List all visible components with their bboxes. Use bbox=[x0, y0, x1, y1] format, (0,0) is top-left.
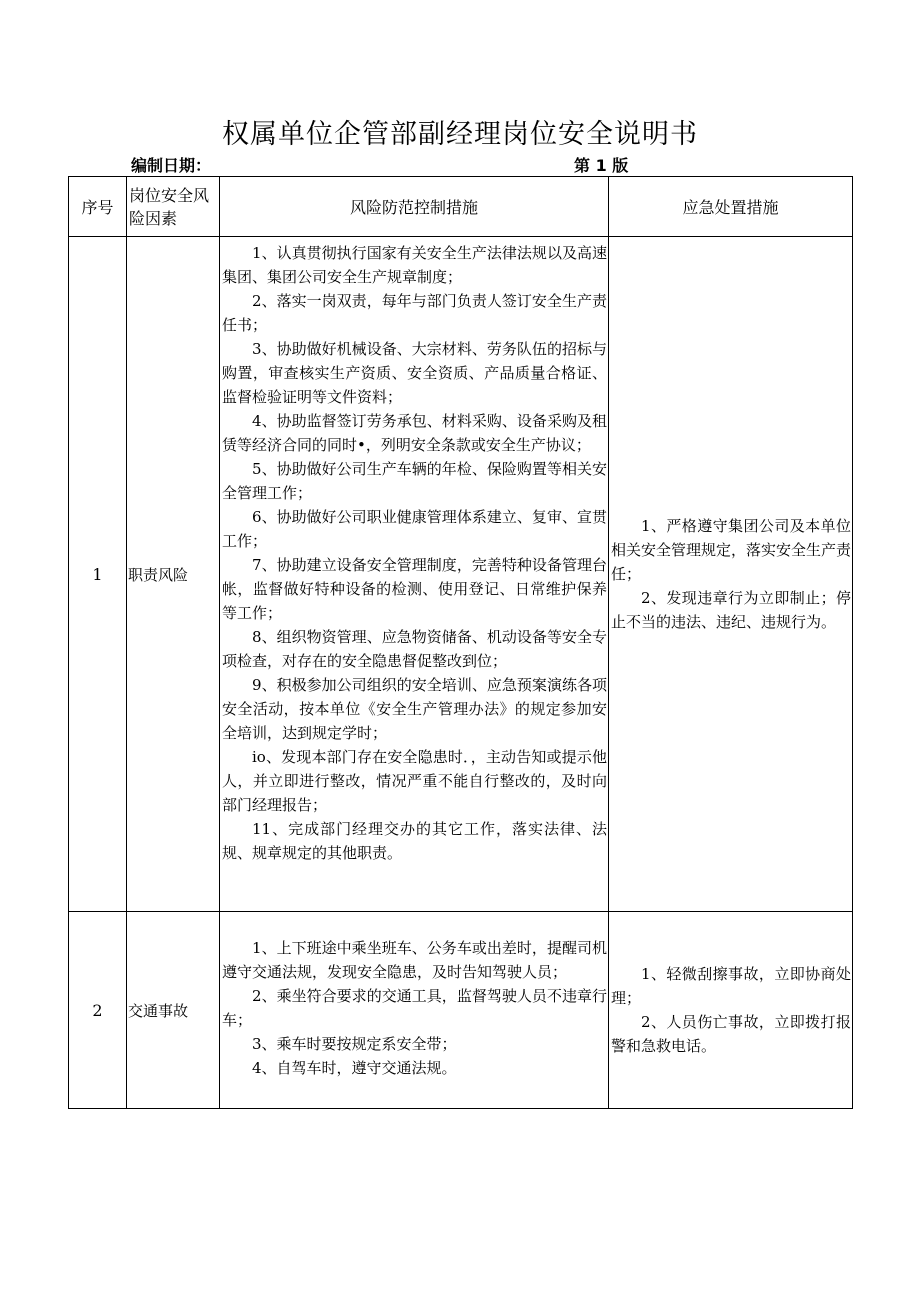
header-no: 序号 bbox=[69, 177, 127, 237]
measure-item: 2、落实一岗双责，每年与部门负责人签订安全生产责任书； bbox=[222, 292, 607, 334]
table-row bbox=[69, 912, 853, 1109]
measure-item: 1、认真贯彻执行国家有关安全生产法律法规以及高速集团、集团公司安全生产规章制度； bbox=[222, 244, 607, 286]
measure-item: 11、完成部门经理交办的其它工作，落实法律、法规、规章规定的其他职责。 bbox=[222, 820, 607, 862]
header-emergency-measures: 应急处置措施 bbox=[609, 177, 853, 237]
row-number: 1 bbox=[69, 237, 127, 912]
header-risk-factor: 岗位安全风险因素 bbox=[127, 177, 220, 237]
control-measures-cell bbox=[220, 237, 609, 912]
measure-item: 4、协助监督签订劳务承包、材料采购、设备采购及租赁等经济合同的同时•，列明安全条款或安全生产协议； bbox=[222, 412, 607, 454]
risk-factor: 交通事故 bbox=[127, 912, 220, 1109]
measure-item: io、发现本部门存在安全隐患时．，主动告知或提示他人，并立即进行整改，情况严重不能自行整改的，及时向部门经理报告； bbox=[222, 748, 607, 814]
table-row bbox=[69, 237, 853, 912]
table-header-row bbox=[69, 177, 853, 237]
emergency-item: 1、严格遵守集团公司及本单位相关安全管理规定，落实安全生产责任； bbox=[611, 517, 852, 583]
measure-item: 3、乘车时要按规定系安全带； bbox=[252, 1035, 457, 1053]
measure-item: 2、乘坐符合要求的交通工具，监督驾驶人员不违章行车； bbox=[222, 987, 607, 1029]
emergency-measures-cell bbox=[609, 912, 853, 1109]
compile-date-label: 编制日期： bbox=[131, 156, 212, 175]
emergency-measures-cell bbox=[609, 237, 853, 912]
emergency-item: 1、轻微刮擦事故，立即协商处理； bbox=[611, 965, 851, 1007]
measure-item: 5、协助做好公司生产车辆的年检、保险购置等相关安全管理工作； bbox=[222, 460, 607, 502]
risk-factor: 职责风险 bbox=[127, 237, 220, 912]
measure-item: 9、积极参加公司组织的安全培训、应急预案演练各项安全活动，按本单位《安全生产管理办法》的规定参加安全培训，达到规定学时； bbox=[222, 676, 607, 742]
control-measures-cell bbox=[220, 912, 609, 1109]
control-measures-list bbox=[222, 241, 607, 865]
control-measures-list bbox=[222, 936, 607, 1080]
emergency-measures-list bbox=[611, 514, 851, 634]
row-number: 2 bbox=[69, 912, 127, 1109]
measure-item: 1、上下班途中乘坐班车、公务车或出差时，提醒司机遵守交通法规，发现安全隐患，及时告知驾驶人员； bbox=[222, 939, 607, 981]
measure-item: 4、自驾车时，遵守交通法规。 bbox=[252, 1059, 457, 1077]
header-control-measures: 风险防范控制措施 bbox=[220, 177, 609, 237]
measure-item: 7、协助建立设备安全管理制度，完善特种设备管理台帐，监督做好特种设备的检测、使用登记、日常维护保养等工作； bbox=[222, 556, 607, 622]
emergency-item: 2、发现违章行为立即制止；停止不当的违法、违纪、违规行为。 bbox=[611, 589, 851, 631]
edition-label: 第 1 版 bbox=[574, 156, 629, 175]
document-title: 权属单位企管部副经理岗位安全说明书 bbox=[222, 119, 698, 150]
measure-item: 6、协助做好公司职业健康管理体系建立、复审、宣贯工作； bbox=[222, 508, 607, 550]
safety-measures-table bbox=[68, 176, 853, 1109]
emergency-measures-list bbox=[611, 962, 851, 1058]
measure-item: 3、协助做好机械设备、大宗材料、劳务队伍的招标与购置，审查核实生产资质、安全资质、产品质量合格证、监督检验证明等文件资料； bbox=[222, 340, 607, 406]
emergency-item: 2、人员伤亡事故，立即拨打报警和急救电话。 bbox=[611, 1013, 851, 1055]
measure-item: 8、组织物资管理、应急物资储备、机动设备等安全专项检查，对存在的安全隐患督促整改到位； bbox=[222, 628, 607, 670]
